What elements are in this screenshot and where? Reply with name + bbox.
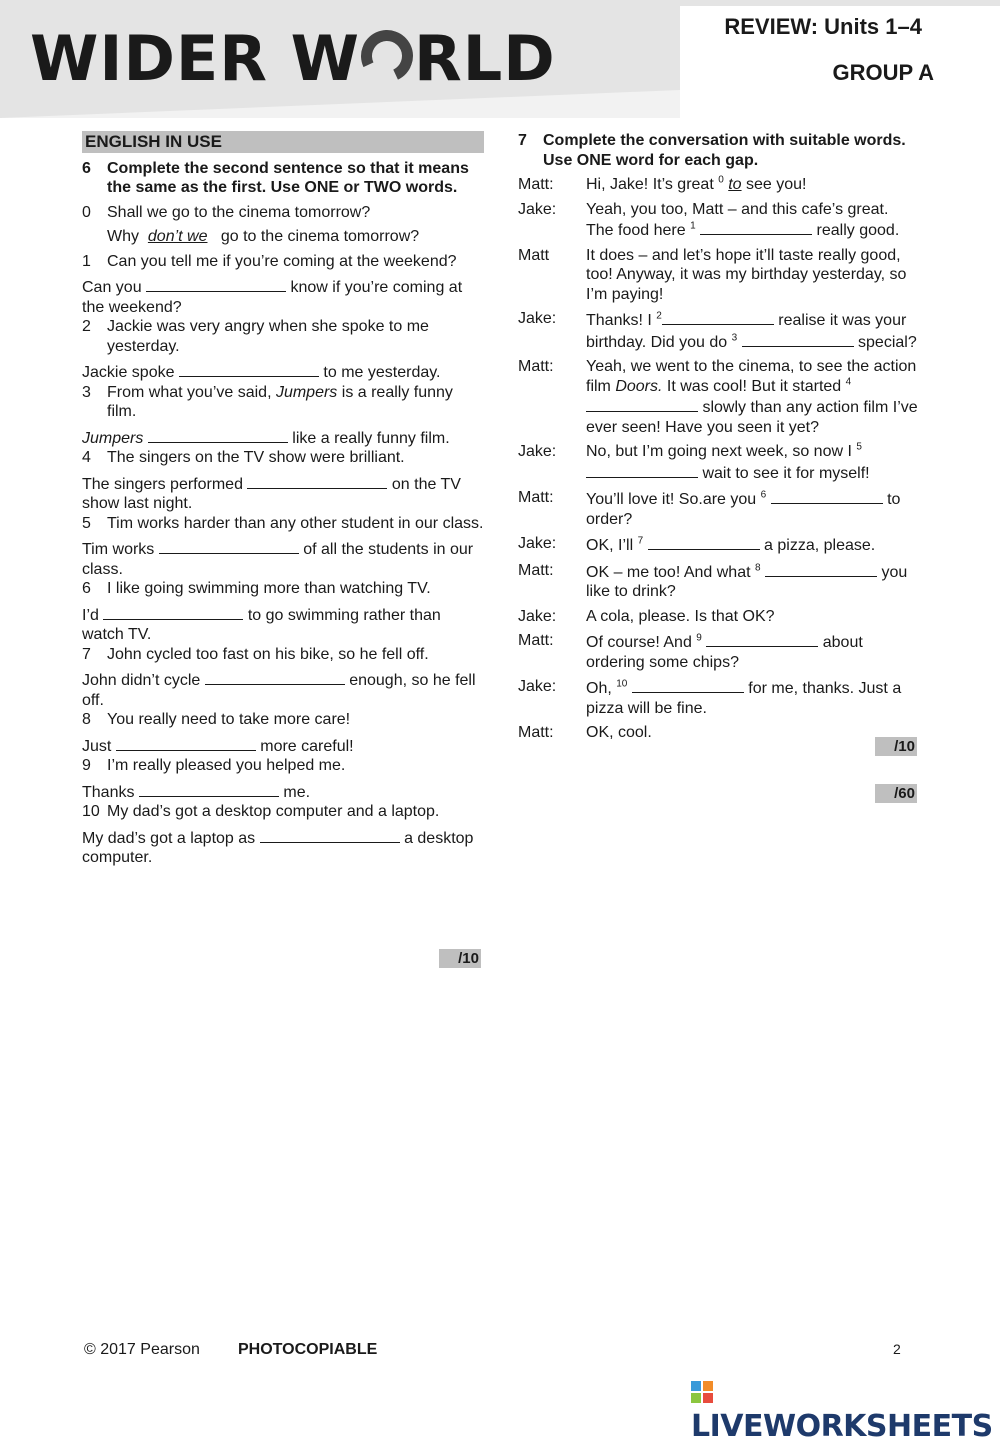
- answer-blank[interactable]: [159, 538, 299, 554]
- answer-blank[interactable]: [116, 735, 256, 751]
- first-sentence: I like going swimming more than watching TV.: [107, 580, 431, 597]
- dialogue-line: [518, 357, 918, 437]
- speech-text: No, but I’m going next week, so now I $^5$ wait to see it for myself!: [586, 441, 870, 482]
- gap-number: 9: [696, 632, 702, 644]
- dialogue-line: [518, 488, 918, 529]
- exercise-item: 5 Tim works harder than any other student in our class. Tim works of all the students in our class.: [82, 514, 484, 578]
- answer-blank[interactable]: [146, 276, 286, 292]
- answer-blank[interactable]: [586, 462, 698, 478]
- wider-world-logo: WIDER W RLD: [30, 22, 556, 95]
- section-7: [518, 131, 918, 748]
- speech-text: You’ll love it! So.are you $^6$ to order?: [586, 489, 901, 528]
- section-heading: ENGLISH IN USE: [82, 131, 484, 153]
- speaker-name: Matt:: [518, 724, 554, 741]
- dialogue-line: [518, 442, 918, 483]
- second-sentence: Thanks me.: [82, 781, 484, 803]
- exercise-item: 8 You really need to take more care! Just more careful!: [82, 710, 484, 756]
- speaker-name: Matt:: [518, 489, 554, 506]
- speech-text: Yeah, we went to the cinema, to see the action film Doors. It was cool! But it started $^4$ slowly than any action film I’ve ever seen! Have you seen it yet?: [586, 358, 918, 436]
- gap-number: 5: [856, 441, 862, 453]
- dialogue-line: [518, 200, 918, 241]
- section-6-score: /10: [439, 949, 481, 968]
- dialogue-line: [518, 534, 918, 556]
- gap-number: 3: [731, 332, 738, 344]
- dialogue-line: [518, 631, 918, 672]
- answer-blank[interactable]: [103, 604, 243, 620]
- first-sentence: I’m really pleased you helped me.: [107, 757, 346, 774]
- first-sentence: From what you’ve said, Jumpers is a really funny film.: [107, 383, 453, 420]
- dialogue-line: [518, 246, 918, 305]
- second-sentence: Jumpers like a really funny film.: [82, 427, 484, 449]
- page-number: 2: [893, 1341, 901, 1357]
- exercise-item: 1 Can you tell me if you’re coming at the weekend? Can you know if you’re coming at the weekend?: [82, 252, 484, 318]
- speaker-name: Matt:: [518, 176, 554, 193]
- second-sentence: The singers performed on the TV show last night.: [82, 473, 484, 514]
- second-sentence: Tim works of all the students in our class.: [82, 538, 484, 579]
- gap-number: 2: [656, 310, 662, 322]
- speech-text: OK – me too! And what $^8$ you like to drink?: [586, 562, 908, 600]
- review-title: REVIEW: Units 1–4: [724, 14, 922, 39]
- first-sentence: You really need to take more care!: [107, 711, 351, 728]
- answer-blank[interactable]: [771, 488, 883, 504]
- speaker-name: Jake:: [518, 678, 557, 695]
- exercise-item: 6 I like going swimming more than watching TV. I’d to go swimming rather than watch TV.: [82, 579, 484, 645]
- second-sentence: Can you know if you’re coming at the weekend?: [82, 276, 484, 317]
- exercise-7-instruction: 7 Complete the conversation with suitable words. Use ONE word for each gap.: [518, 132, 906, 169]
- second-sentence: Jackie spoke to me yesterday.: [82, 361, 484, 383]
- dialogue-line: [518, 309, 918, 352]
- group-title: GROUP A: [832, 60, 934, 85]
- first-sentence: My dad’s got a desktop computer and a laptop.: [107, 803, 440, 820]
- answer-blank[interactable]: [148, 427, 288, 443]
- speaker-name: Matt:: [518, 561, 554, 579]
- speaker-name: Matt:: [518, 632, 554, 649]
- answer-blank[interactable]: [179, 361, 319, 377]
- gap-number: 1: [690, 220, 696, 232]
- exercise-item: 4 The singers on the TV show were brilliant. The singers performed on the TV show last night.: [82, 448, 484, 514]
- exercise-6-instruction: 6 Complete the second sentence so that it means the same as the first. Use ONE or TWO words.: [82, 159, 469, 196]
- example-answer: to: [728, 176, 742, 193]
- answer-blank[interactable]: [765, 561, 877, 577]
- logo-o-ring-icon: [354, 23, 421, 90]
- exercise-item: 7 John cycled too fast on his bike, so he fell off. John didn’t cycle enough, so he fell off.: [82, 645, 484, 711]
- dialogue-line: [518, 607, 918, 627]
- answer-blank[interactable]: [706, 631, 818, 647]
- dialogue-line: [518, 561, 918, 602]
- section-7-score: /10: [875, 737, 917, 756]
- dialogue-line: [518, 175, 918, 195]
- answer-blank[interactable]: [260, 827, 400, 843]
- second-sentence: John didn’t cycle enough, so he fell off.: [82, 669, 484, 710]
- answer-blank[interactable]: [586, 396, 698, 412]
- answer-blank[interactable]: [648, 534, 760, 550]
- exercise-item: 9 I’m really pleased you helped me. Thanks me.: [82, 756, 484, 802]
- first-sentence: John cycled too fast on his bike, so he fell off.: [107, 645, 429, 663]
- liveworksheets-logo-icon: [691, 1381, 713, 1403]
- second-sentence: I’d to go swimming rather than watch TV.: [82, 604, 484, 645]
- dialogue-line: [518, 677, 918, 718]
- answer-blank[interactable]: [662, 309, 774, 325]
- gap-number: 0: [718, 174, 724, 186]
- gap-number: 7: [637, 535, 644, 547]
- gap-number: 8: [754, 562, 761, 574]
- second-sentence: My dad’s got a laptop as a desktop computer.: [82, 827, 484, 868]
- speech-text: OK, cool.: [586, 724, 652, 741]
- gap-number: 4: [845, 376, 852, 388]
- exercise-item: 3 From what you’ve said, Jumpers is a really funny film. Jumpers like a really funny film.: [82, 383, 484, 449]
- speech-text: Yeah, you too, Matt – and this cafe’s great. The food here $^1$ really good.: [586, 200, 900, 239]
- speaker-name: Matt:: [518, 358, 554, 375]
- answer-blank[interactable]: [205, 669, 345, 685]
- first-sentence: Tim works harder than any other student in our class.: [107, 514, 484, 532]
- speaker-name: Jake:: [518, 535, 557, 552]
- speech-text: It does – and let’s hope it’ll taste really good, too! Anyway, it was my birthday yesterday, so I’m paying!: [586, 246, 907, 303]
- gap-number: 6: [760, 489, 767, 501]
- section-6: [82, 131, 484, 868]
- first-sentence: The singers on the TV show were brilliant.: [107, 449, 405, 466]
- answer-blank[interactable]: [742, 331, 854, 347]
- liveworksheets-brand: LIVEWORKSHEETS: [691, 1374, 1000, 1444]
- answer-blank[interactable]: [700, 219, 812, 235]
- exercise-item: 10 My dad’s got a desktop computer and a laptop. My dad’s got a laptop as a desktop computer.: [82, 802, 484, 868]
- example-answer: don’t we: [147, 228, 208, 245]
- speech-text: Oh, $^{10}$ for me, thanks. Just a pizza will be fine.: [586, 678, 902, 717]
- speaker-name: Jake:: [518, 200, 557, 218]
- first-sentence: Jackie was very angry when she spoke to me yesterday.: [107, 318, 429, 355]
- example-item: 0 Shall we go to the cinema tomorrow? Why don’t we go to the cinema tomorrow?: [82, 203, 420, 245]
- answer-blank[interactable]: [247, 473, 387, 489]
- second-sentence: Just more careful!: [82, 735, 484, 757]
- speech-text: Hi, Jake! It’s great $^0$ to see you!: [586, 174, 807, 193]
- speaker-name: Jake:: [518, 443, 557, 460]
- speaker-name: Jake:: [518, 310, 557, 327]
- speech-text: Thanks! I $^2$ realise it was your birthday. Did you do $^3$ special?: [586, 310, 917, 351]
- exercise-item: 2 Jackie was very angry when she spoke to me yesterday. Jackie spoke to me yesterday.: [82, 317, 484, 383]
- speech-text: OK, I’ll $^7$ a pizza, please.: [586, 535, 876, 554]
- speech-text: Of course! And $^9$ about ordering some chips?: [586, 632, 863, 671]
- photocopiable-label: PHOTOCOPIABLE: [238, 1341, 378, 1358]
- answer-blank[interactable]: [632, 677, 744, 693]
- speaker-name: Jake:: [518, 607, 557, 625]
- gap-number: 10: [616, 678, 628, 690]
- dialogue-line: [518, 723, 918, 743]
- speaker-name: Matt: [518, 246, 550, 264]
- first-sentence: Can you tell me if you’re coming at the weekend?: [107, 252, 457, 270]
- speech-text: A cola, please. Is that OK?: [586, 607, 775, 625]
- total-score: /60: [875, 784, 917, 803]
- copyright: © 2017 Pearson: [84, 1341, 200, 1358]
- answer-blank[interactable]: [139, 781, 279, 797]
